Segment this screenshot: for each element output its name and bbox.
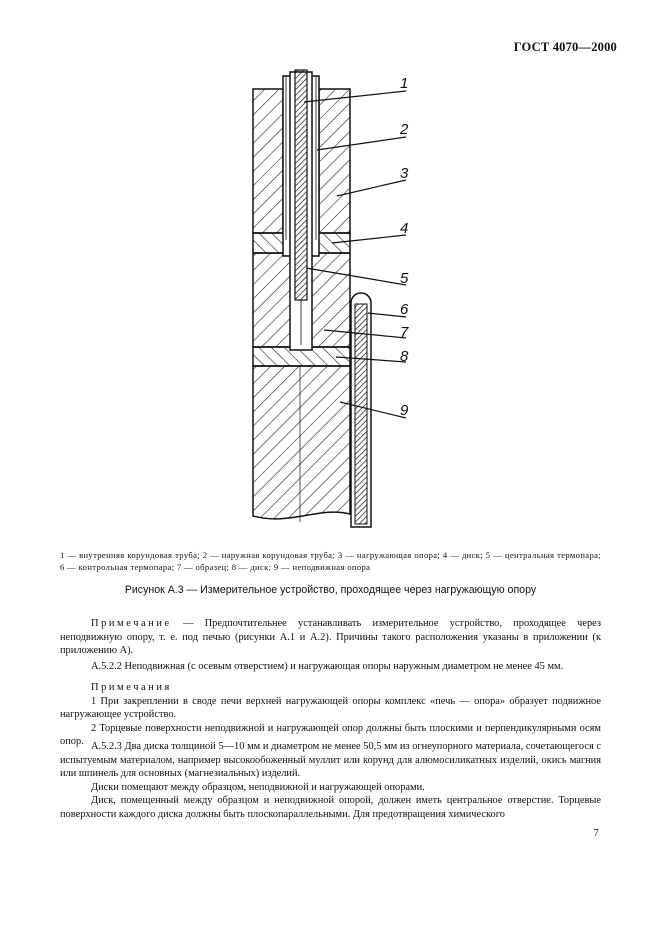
callout-3: 3 <box>400 165 409 182</box>
callout-5: 5 <box>400 270 409 287</box>
central-thermocouple <box>295 70 307 300</box>
callout-8: 8 <box>400 348 409 365</box>
loading-support-right <box>319 89 350 233</box>
callout-4: 4 <box>400 220 409 237</box>
fixed-support <box>253 366 350 519</box>
section-a523 <box>60 740 601 822</box>
notes-block <box>60 681 601 749</box>
callout-2: 2 <box>400 121 409 138</box>
section-a522 <box>60 660 601 674</box>
figure-caption: Рисунок А.3 — Измерительное устройство, проходящее через нагружающую опору <box>124 584 537 596</box>
callout-1: 1 <box>400 75 409 92</box>
standard-header: ГОСТ 4070—2000 <box>513 40 617 54</box>
note-2: 2 Торцевые поверхности неподвижной и нагружающей опор должны быть плоскими и перпендикулярными осям опор. <box>60 722 601 748</box>
note-label: Примечание <box>91 618 172 629</box>
paragraph-disks-placed: Диски помещают между образцом, неподвижной и нагружающей опорами. <box>91 781 425 793</box>
note-block <box>60 617 601 658</box>
specimen-right <box>311 253 350 347</box>
paragraph-a522: А.5.2.2 Неподвижная (с осевым отверстием) и нагружающая опоры наружным диаметром не менее 45 мм. <box>91 661 564 672</box>
note-1: 1 При закреплении в своде печи верхней нагружающей опоры комплекс «печь — опора» образует подвижное нагружающее устройство. <box>60 695 601 721</box>
callout-6: 6 <box>400 301 409 318</box>
callout-9: 9 <box>400 402 409 419</box>
callout-7: 7 <box>400 324 409 341</box>
notes-label: Примечания <box>91 682 172 693</box>
specimen-left <box>253 253 293 347</box>
paragraph-disk-hole: Диск, помещенный между образцом и неподвижной опорой, должен иметь центральное отверстие. Торцевые поверхности каждого диска должны быть плоскопараллельными. Для предотвращения химического <box>60 795 601 820</box>
loading-support-left <box>253 89 283 233</box>
paragraph-a523: А.5.2.3 Два диска толщиной 5—10 мм и диаметром не менее 50,5 мм из огнеупорного материала, сочетающегося с испытуемым материалом, например высокообоженный муллит или корунд для алюмосиликатных изделий, окись магния или шпинель для основных (магнезиальных) изделий. <box>60 741 601 780</box>
figure-legend: 1 — внутренняя корундовая труба; 2 — наружная корундовая труба; 3 — нагружающая опора; 4 — диск; 5 — центральная термопара; 6 — контрольная термопара; 7 — образец; 8 — диск; 9 — неподвижная опора <box>60 550 601 572</box>
page-number: 7 <box>593 827 599 839</box>
note-text: — Предпочтительнее устанавливать измерительное устройство, проходящее через неподвижную опору, т. е. под печью (рисунки А.1 и А.2). Причины такого расположения указаны в приложении (к приложению А). <box>60 618 601 657</box>
